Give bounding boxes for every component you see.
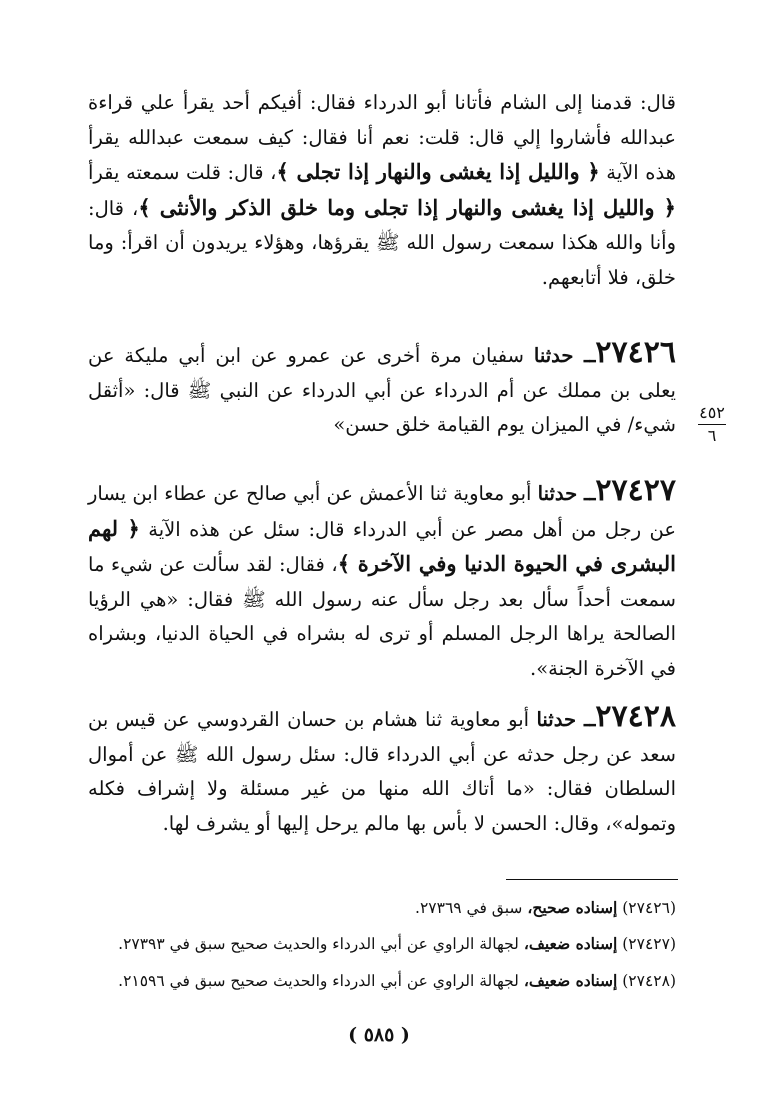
hadith-27427: ٢٧٤٢٧ــ حدثنا أبو معاوية ثنا الأعمش عن أبي صالح عن عطاء ابن يسار عن رجل من أهل مصر عن أبي الدرداء قال: سئل عن هذه الآية ﴿ لهم البشرى في الحيوة الدنيا وفي الآخرة ﴾، فقال: لقد سألت عن شيء ما سمعت أحداً سأل بعد رجل سأل عنه رسول الله ﷺ فقال: «هي الرؤيا الصالحة يراها الرجل المسلم أو ترى له بشراه في الحياة الدنيا، وبشراه في الآخرة الجنة». — [88, 473, 677, 680]
paragraph-text: قال: قدمنا إلى الشام فأتانا أبو الدرداء فقال: أفيكم أحد يقرأ علي قراءة عبدالله فأشاروا إلي قال: قلت: نعم أنا فقال: كيف سمعت عبدالله يقرأ هذه الآية — [88, 91, 676, 184]
footnote — [100, 897, 676, 919]
margin-volume-page: ٤٥٢ — [699, 403, 725, 422]
footnote-ref: (٢٧٤٢٨) — [622, 972, 676, 990]
footnote-status: إسناده صحيح، — [527, 898, 618, 917]
footnote — [100, 933, 676, 955]
margin-part: ٦ — [707, 426, 717, 445]
hadith-27426: ٢٧٤٢٦ــ حدثنا سفيان مرة أخرى عن عمرو عن ابن أبي مليكة عن يعلى بن مملك عن أم الدرداء عن أبي الدرداء عن النبي ﷺ قال: «أثقل شيء/ في الميزان يوم القيامة خلق حسن» — [88, 335, 676, 436]
hadith-27428: ٢٧٤٢٨ــ حدثنا أبو معاوية ثنا هشام بن حسان القردوسي عن قيس بن سعد عن رجل حدثه عن أبي الدرداء قال: سئل رسول الله ﷺ عن أموال السلطان فقال: «ما أتاك الله منها من غير مسئلة ولا إشراف فكله وتموله»، وقال: الحسن لا بأس بها مالم يرحل إليها أو يشرف لها. — [88, 699, 676, 835]
footnote-note: لجهالة الراوي عن أبي الدرداء والحديث صحيح سبق في ٢١٥٩٦. — [118, 972, 519, 990]
hadith-label: حدثنا — [536, 708, 576, 731]
hadith-number: ٢٧٤٢٨ — [595, 699, 676, 734]
margin-divider — [698, 424, 726, 425]
footnote-divider — [506, 879, 678, 880]
hadith-label: حدثنا — [533, 344, 574, 367]
hadith-number: ٢٧٤٢٦ — [595, 335, 676, 370]
hadith-label: حدثنا — [537, 482, 578, 505]
quran-quote: ﴿ لهم البشرى في الحيوة الدنيا وفي الآخرة ﴾ — [88, 515, 676, 576]
footnote-ref: (٢٧٤٢٧) — [622, 935, 676, 953]
paragraph-text: ، قال: قلت سمعته يقرأ — [88, 161, 277, 184]
page-number: ( ٥٨٥ ) — [348, 1024, 410, 1046]
footnote-ref: (٢٧٤٢٦) — [622, 899, 676, 917]
hadith-text: ، فقال: لقد سألت عن شيء ما سمعت أحداً سأل بعد رجل سأل عنه رسول الله ﷺ فقال: «هي الرؤيا الصالحة يراها الرجل المسلم أو ترى له بشراه في الحياة الدنيا، وبشراه في الآخرة الجنة». — [88, 553, 676, 680]
margin-reference — [692, 404, 732, 445]
footnote-note: لجهالة الراوي عن أبي الدرداء والحديث صحيح سبق في ٢٧٣٩٣. — [118, 935, 519, 953]
hadith-text: أبو معاوية ثنا الأعمش عن أبي صالح عن عطاء ابن يسار عن رجل من أهل مصر عن أبي الدرداء قال: سئل عن هذه الآية — [88, 482, 677, 541]
quran-quote: ﴿ والليل إذا يغشى والنهار إذا تجلى ﴾ — [276, 159, 600, 184]
paragraph-text: ، قال: وأنا والله هكذا سمعت رسول الله ﷺ يقرؤها، وهؤلاء يريدون أن اقرأ: وما خلق، فلا أتابعهم. — [88, 196, 676, 289]
hadith-text: سفيان مرة أخرى عن عمرو عن ابن أبي مليكة عن يعلى بن مملك عن أم الدرداء عن أبي الدرداء عن النبي ﷺ قال: «أثقل شيء/ في الميزان يوم القيامة خلق حسن» — [88, 344, 676, 436]
hadith-number: ٢٧٤٢٧ — [595, 473, 676, 508]
footnote — [100, 970, 676, 992]
footnote-status: إسناده ضعيف، — [523, 971, 618, 990]
paragraph-continuation — [88, 86, 676, 295]
quran-quote: ﴿ والليل إذا يغشى والنهار إذا تجلى وما خلق الذكر والأنثى ﴾ — [138, 194, 676, 220]
hadith-text: أبو معاوية ثنا هشام بن حسان القردوسي عن قيس بن سعد عن رجل حدثه عن أبي الدرداء قال: سئل رسول الله ﷺ عن أموال السلطان فقال: «ما أتاك الله منها من غير مسئلة ولا إشراف فكله وتموله»، وقال: الحسن لا بأس بها مالم يرحل إليها أو يشرف لها. — [88, 708, 676, 835]
footnote-status: إسناده ضعيف، — [523, 934, 618, 953]
footnote-note: سبق في ٢٧٣٦٩. — [415, 899, 523, 917]
